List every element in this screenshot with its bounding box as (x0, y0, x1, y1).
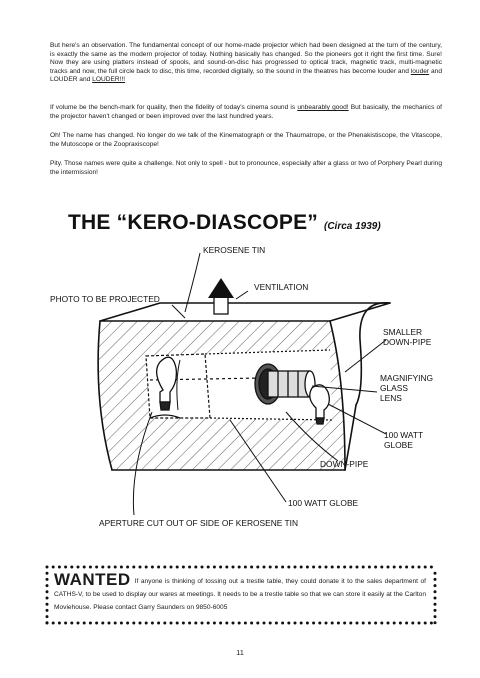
border-dot (64, 566, 67, 569)
border-dot (430, 622, 433, 625)
label-photo-to-be-projected: PHOTO TO BE PROJECTED (50, 294, 160, 304)
border-dot (250, 622, 253, 625)
border-dot (287, 566, 290, 569)
wanted-text-block (54, 570, 426, 614)
border-dot (188, 622, 191, 625)
border-dot (434, 597, 437, 600)
border-dot (411, 566, 414, 569)
border-dot (430, 566, 433, 569)
border-dot (114, 566, 117, 569)
border-dot (250, 566, 253, 569)
label-100-watt-globe-bottom: 100 WATT GLOBE (288, 498, 359, 508)
border-dot (46, 621, 49, 624)
border-dot (157, 622, 160, 625)
border-dot (387, 566, 390, 569)
border-dot (132, 566, 135, 569)
border-dot (176, 622, 179, 625)
border-dot (343, 566, 346, 569)
border-dot (244, 622, 247, 625)
border-dot (331, 622, 334, 625)
border-dot (387, 622, 390, 625)
border-dot (424, 566, 427, 569)
border-dot (58, 566, 61, 569)
border-dot (318, 566, 321, 569)
border-dot (151, 622, 154, 625)
paragraph-volume: If volume be the bench-mark for quality, then the fidelity of today's cinema sound is unbearably good! But basically, the mechanics of the projector haven't changed or been improved over the last hundred years. (50, 104, 443, 120)
label-aperture: APERTURE CUT OUT OF SIDE OF KEROSENE TIN (99, 518, 299, 528)
border-dot (275, 566, 278, 569)
border-dot (306, 622, 309, 625)
border-dot (52, 566, 55, 569)
border-dot (380, 622, 383, 625)
border-dot (151, 566, 154, 569)
border-dot (238, 622, 241, 625)
border-dot (201, 622, 204, 625)
border-dot (157, 566, 160, 569)
border-dot (145, 622, 148, 625)
border-dot (46, 590, 49, 593)
border-dot (294, 566, 297, 569)
border-dot (64, 622, 67, 625)
border-dot (434, 603, 437, 606)
border-dot (232, 622, 235, 625)
border-dot (269, 622, 272, 625)
border-dot (300, 622, 303, 625)
label-kerosene-tin: KEROSENE TIN (203, 245, 266, 255)
border-dot (70, 566, 73, 569)
border-dot (207, 566, 210, 569)
border-dot (393, 622, 396, 625)
border-dot (306, 566, 309, 569)
border-dot (46, 566, 49, 569)
border-dot (434, 621, 437, 624)
border-dot (194, 566, 197, 569)
border-dot (343, 622, 346, 625)
border-dot (434, 584, 437, 587)
border-dot (145, 566, 148, 569)
border-dot (312, 566, 315, 569)
border-dot (337, 566, 340, 569)
border-dot (349, 566, 352, 569)
border-dot (287, 622, 290, 625)
border-dot (182, 566, 185, 569)
border-dot (275, 622, 278, 625)
border-dot (263, 622, 266, 625)
border-dot (356, 622, 359, 625)
border-dot (139, 566, 142, 569)
border-dot (256, 622, 259, 625)
border-dot (170, 622, 173, 625)
border-dot (368, 566, 371, 569)
border-dot (368, 622, 371, 625)
border-dot (213, 566, 216, 569)
paragraph-pity: Pity. Those names were quite a challenge. Not only to spell - but to pronounce, especially after a glass or two of Porphery Pearl during the intermission! (50, 160, 442, 176)
border-dot (46, 578, 49, 581)
border-dot (163, 622, 166, 625)
border-dot (188, 566, 191, 569)
border-dot (70, 622, 73, 625)
border-dot (434, 578, 437, 581)
border-dot (300, 566, 303, 569)
border-dot (132, 622, 135, 625)
border-dot (219, 566, 222, 569)
page-number: 11 (236, 648, 244, 657)
border-dot (114, 622, 117, 625)
border-dot (46, 597, 49, 600)
border-dot (318, 622, 321, 625)
label-down-pipe: DOWN-PIPE (320, 459, 369, 469)
border-dot (207, 622, 210, 625)
border-dot (101, 566, 104, 569)
border-dot (312, 622, 315, 625)
border-dot (418, 622, 421, 625)
border-dot (269, 566, 272, 569)
border-dot (46, 609, 49, 612)
paragraph-names: Oh! The name has changed. No longer do we talk of the Kinematograph or the Thaumatrope, or the Phenakistiscope, the Vitascope, the Mutoscope or the Zoopraxiscope! (50, 132, 442, 148)
border-dot (83, 622, 86, 625)
border-dot (46, 615, 49, 618)
border-dot (89, 622, 92, 625)
paragraph-observation: But here's an observation. The fundamental concept of our home-made projector which had been designed at the turn of the century, is exactly the same as the modern projector of today. Nothing basically has changed. So the pioneers got it right the first time. Sure! Now they are using platters instead of spools, and sound-on-disc has progressed to optical track, magnetic track, multi-magnetic tracks and now, the full circle back to disc, this time, recorded digitally, so the sound in the theatres has become louder and louder and LOUDER and LOUDER!!! (50, 42, 443, 84)
border-dot (77, 566, 80, 569)
border-dot (120, 566, 123, 569)
border-dot (46, 603, 49, 606)
border-dot (281, 622, 284, 625)
border-dot (58, 622, 61, 625)
border-dot (331, 566, 334, 569)
border-dot (95, 622, 98, 625)
border-dot (108, 566, 111, 569)
border-dot (225, 566, 228, 569)
border-dot (362, 622, 365, 625)
border-dot (163, 566, 166, 569)
border-dot (194, 622, 197, 625)
border-dot (434, 572, 437, 575)
border-dot (434, 615, 437, 618)
border-dot (232, 566, 235, 569)
border-dot (46, 572, 49, 575)
border-dot (434, 609, 437, 612)
diagram-title-text: THE “KERO-DIASCOPE” (68, 211, 318, 234)
wanted-notice (44, 564, 438, 626)
border-dot (263, 566, 266, 569)
border-dot (52, 622, 55, 625)
label-ventilation: VENTILATION (254, 282, 309, 292)
border-dot (325, 622, 328, 625)
border-dot (244, 566, 247, 569)
border-dot (424, 622, 427, 625)
border-dot (256, 566, 259, 569)
border-dot (393, 566, 396, 569)
border-dot (108, 622, 111, 625)
border-dot (213, 622, 216, 625)
border-dot (418, 566, 421, 569)
border-dot (294, 622, 297, 625)
border-dot (219, 622, 222, 625)
border-dot (201, 566, 204, 569)
label-smaller-downpipe: SMALLER DOWN-PIPE (383, 327, 432, 347)
border-dot (182, 622, 185, 625)
border-dot (120, 622, 123, 625)
border-dot (170, 566, 173, 569)
border-dot (434, 590, 437, 593)
border-dot (126, 622, 129, 625)
border-dot (225, 622, 228, 625)
border-dot (176, 566, 179, 569)
border-dot (89, 566, 92, 569)
border-dot (95, 566, 98, 569)
diagram-subtitle: (Circa 1939) (324, 221, 381, 232)
border-dot (83, 566, 86, 569)
border-dot (349, 622, 352, 625)
border-dot (374, 566, 377, 569)
border-dot (46, 584, 49, 587)
border-dot (325, 566, 328, 569)
border-dot (101, 622, 104, 625)
border-dot (362, 566, 365, 569)
border-dot (126, 566, 129, 569)
border-dot (139, 622, 142, 625)
wanted-body: If anyone is thinking of tossing out a trestle table, they could donate it to the sales department of CATHS-V, to be used to display our wares at meetings. It needs to be a trestle table so that we can store it easily at the Carlton Moviehouse. Please contact Garry Saunders on 9850-6005 (54, 578, 426, 611)
label-magnifying-glass-lens: MAGNIFYING GLASS LENS (380, 373, 434, 403)
border-dot (281, 566, 284, 569)
border-dot (405, 622, 408, 625)
border-dot (399, 566, 402, 569)
border-dot (356, 566, 359, 569)
border-dot (411, 622, 414, 625)
border-dot (77, 622, 80, 625)
border-dot (337, 622, 340, 625)
border-dot (405, 566, 408, 569)
label-100-watt-globe-right: 100 WATT GLOBE (384, 430, 424, 450)
border-dot (399, 622, 402, 625)
border-dot (380, 566, 383, 569)
border-dot (238, 566, 241, 569)
border-dot (374, 622, 377, 625)
wanted-heading: WANTED (54, 570, 131, 589)
